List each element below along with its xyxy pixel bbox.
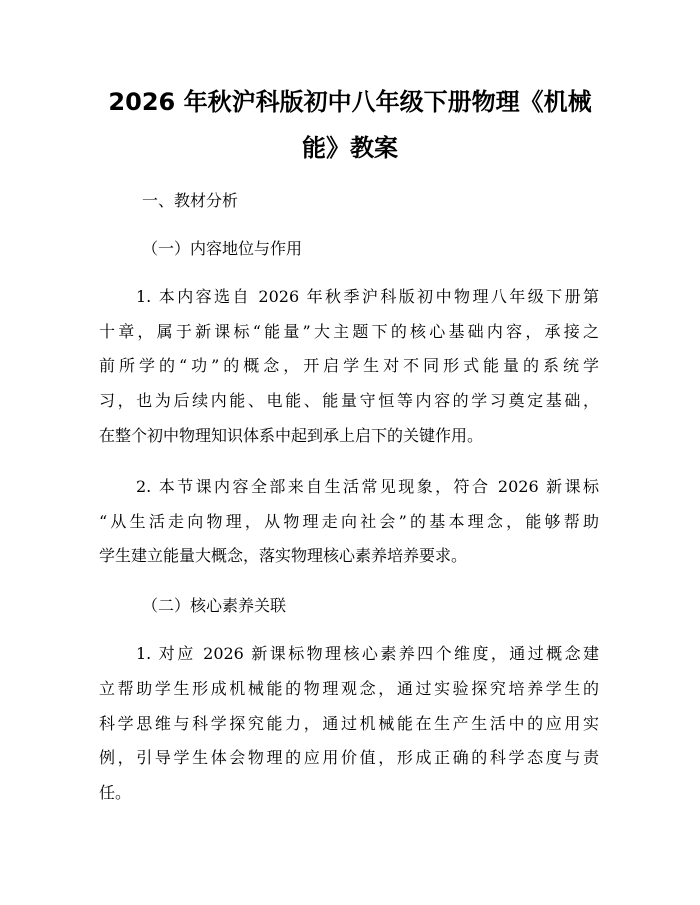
paragraph-line: 1. 对应 2026 新课标物理核心素养四个维度，通过概念建 [136, 644, 599, 663]
document-title-line-1: 2026 年秋沪科版初中八年级下册物理《机械 [108, 88, 592, 116]
paragraph-line: 学生建立能量大概念，落实物理核心素养培养要求。 [99, 546, 468, 565]
paragraph-line: 十章，属于新课标“能量”大主题下的核心基础内容，承接之 [99, 322, 599, 341]
paragraph-line: 任。 [99, 783, 132, 802]
subsection-heading-core-literacy: （二）核心素养关联 [142, 596, 287, 615]
paragraph-line: 在整个初中物理知识体系中起到承上启下的关键作用。 [99, 426, 484, 445]
paragraph-line: 1. 本内容选自 2026 年秋季沪科版初中物理八年级下册第 [136, 287, 599, 306]
section-heading-textbook-analysis: 一、教材分析 [142, 191, 239, 210]
paragraph-line: 2. 本节课内容全部来自生活常见现象，符合 2026 新课标 [136, 477, 599, 496]
document-title-line-2: 能》教案 [302, 134, 398, 162]
paragraph-line: “从生活走向物理，从物理走向社会”的基本理念，能够帮助 [99, 512, 599, 531]
subsection-heading-content-role: （一）内容地位与作用 [142, 239, 303, 258]
paragraph-line: 例，引导学生体会物理的应用价值，形成正确的科学态度与责 [99, 748, 599, 767]
paragraph-line: 立帮助学生形成机械能的物理观念，通过实验探究培养学生的 [99, 679, 599, 698]
paragraph-line: 科学思维与科学探究能力，通过机械能在生产生活中的应用实 [99, 714, 599, 733]
paragraph-line: 习，也为后续内能、电能、能量守恒等内容的学习奠定基础， [99, 391, 599, 410]
paragraph-line: 前所学的“功”的概念，开启学生对不同形式能量的系统学 [99, 356, 599, 375]
